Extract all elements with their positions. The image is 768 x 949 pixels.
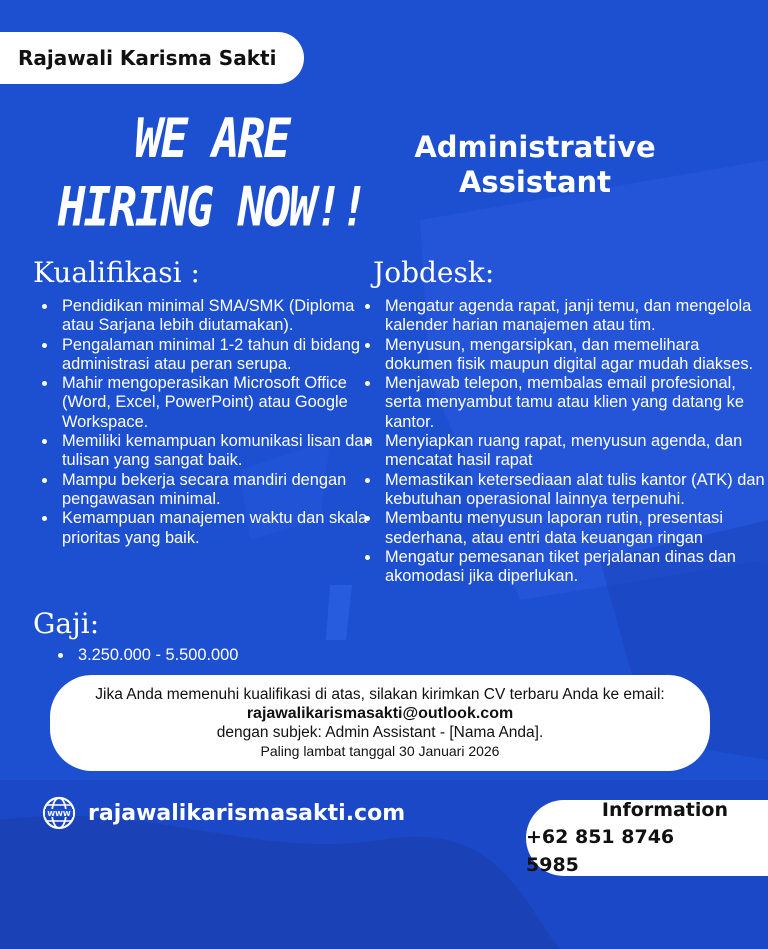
list-item: • Kemampuan manajemen waktu dan skala prioritas yang baik. xyxy=(58,509,376,548)
contact-info xyxy=(526,800,768,876)
website-link[interactable] xyxy=(42,796,405,830)
position-line-1: Administrative xyxy=(414,130,656,164)
list-item: • Menjawab telepon, membalas email profesional, serta menyambut tamu atau klien yang datang ke kantor. xyxy=(381,374,765,432)
phone-number[interactable]: +62 851 8746 5985 xyxy=(526,826,675,876)
list-item: • Memastikan ketersediaan alat tulis kantor (ATK) dan kebutuhan operasional lainnya terpenuhi. xyxy=(381,471,765,510)
apply-subject: dengan subjek: Admin Assistant - [Nama Anda]. xyxy=(216,724,544,741)
apply-text: Jika Anda memenuhi kualifikasi di atas, silakan kirimkan CV terbaru Anda ke email: xyxy=(95,686,665,703)
list-item: • Membantu menyusun laporan rutin, presentasi sederhana, atau entri data keuangan ringan xyxy=(381,509,765,548)
list-item: • Memiliki kemampuan komunikasi lisan dan tulisan yang sangat baik. xyxy=(58,432,376,471)
info-label: Information xyxy=(601,799,728,821)
position-title xyxy=(395,130,675,200)
hiring-headline xyxy=(52,104,372,241)
company-name: Rajawali Karisma Sakti xyxy=(18,46,277,70)
list-item: • Mahir mengoperasikan Microsoft Office (Word, Excel, PowerPoint) atau Google Workspace. xyxy=(58,374,376,432)
hiring-line-2: HIRING NOW!! xyxy=(57,174,367,239)
kualifikasi-list xyxy=(36,297,376,548)
svg-text:WWW: WWW xyxy=(47,810,71,818)
apply-instructions xyxy=(50,675,710,771)
kualifikasi-heading: Kualifikasi : xyxy=(33,256,200,289)
position-line-2: Assistant xyxy=(458,165,612,199)
list-item: • Menyiapkan ruang rapat, menyusun agenda, dan mencatat hasil rapat xyxy=(381,432,765,471)
jobdesk-list xyxy=(359,297,765,586)
list-item: • Menyusun, mengarsipkan, dan memelihara dokumen fisik maupun digital agar mudah diakses. xyxy=(381,336,765,375)
gaji-heading: Gaji: xyxy=(33,607,100,640)
hiring-line-1: WE ARE xyxy=(134,106,290,171)
list-item: • Pendidikan minimal SMA/SMK (Diploma atau Sarjana lebih diutamakan). xyxy=(58,297,376,336)
gaji-list xyxy=(52,646,374,665)
list-item: • Pengalaman minimal 1-2 tahun di bidang administrasi atau peran serupa. xyxy=(58,336,376,375)
website-url[interactable]: rajawalikarismasakti.com xyxy=(88,800,406,826)
company-badge xyxy=(0,32,304,84)
apply-email[interactable]: rajawalikarismasakti@outlook.com xyxy=(246,705,514,722)
globe-icon xyxy=(42,796,76,830)
list-item: • Mengatur agenda rapat, janji temu, dan mengelola kalender harian manajemen atau tim. xyxy=(381,297,765,336)
jobdesk-heading: Jobdesk: xyxy=(373,256,495,289)
list-item: • Mengatur pemesanan tiket perjalanan dinas dan akomodasi jika diperlukan. xyxy=(381,548,765,587)
apply-deadline: Paling lambat tanggal 30 Januari 2026 xyxy=(260,743,500,759)
salary-range: • 3.250.000 - 5.500.000 xyxy=(74,646,374,665)
list-item: • Mampu bekerja secara mandiri dengan pengawasan minimal. xyxy=(58,471,376,510)
